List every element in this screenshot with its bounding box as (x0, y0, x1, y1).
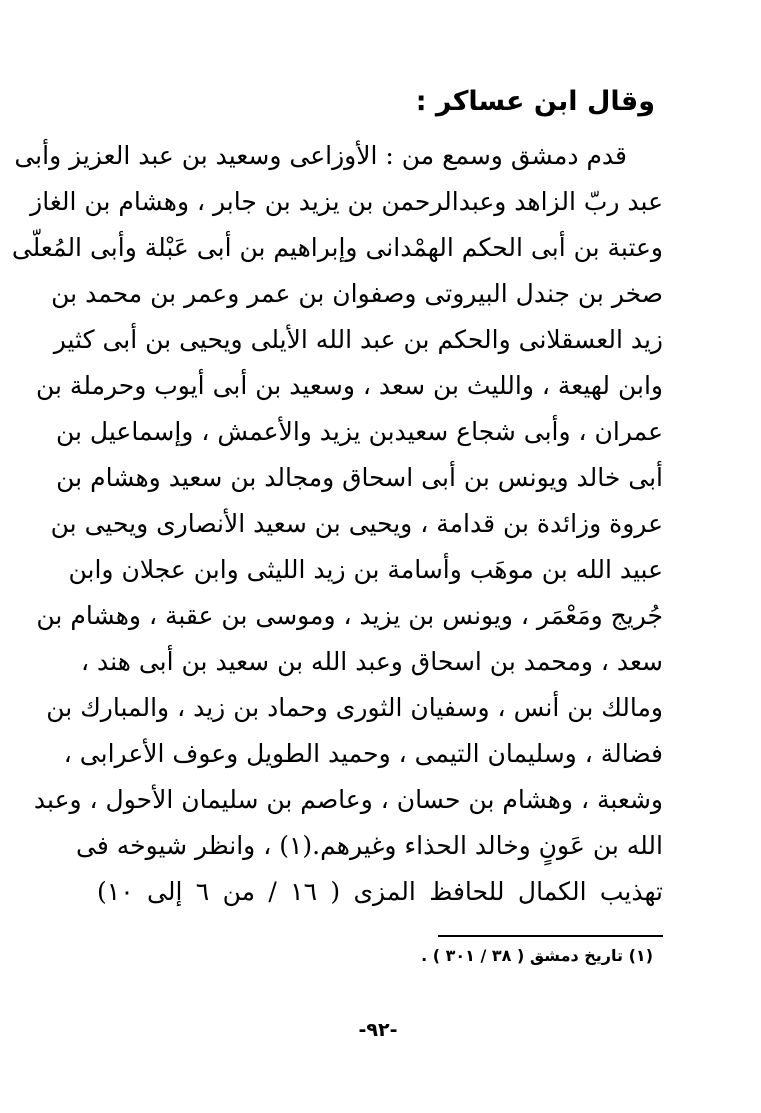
text-line: ومالك بن أنس ، وسفيان الثورى وحماد بن زيد ، والمبارك بن (46, 693, 663, 722)
text-line: قدم دمشق وسمع من : الأوزاعى وسعيد بن عبد العزيز وأبى (14, 141, 627, 170)
text-line: وشعبة ، وهشام بن حسان ، وعاصم بن سليمان الأحول ، وعبد (33, 785, 663, 814)
body-text (11, 133, 663, 915)
text-line: عبد ربّ الزاهد وعبدالرحمن بن يزيد بن جابر ، وهشام بن الغاز (30, 187, 663, 216)
text-line: جُريج ومَعْمَر ، ويونس بن يزيد ، وموسى بن عقبة ، وهشام بن (36, 601, 663, 630)
text-line: أبى خالد ويونس بن أبى اسحاق ومجالد بن سعيد وهشام بن (56, 463, 663, 492)
text-line: تهذيب الكمال للحافظ المزى ( ١٦ / من ٦ إلى ١٠) (97, 877, 663, 906)
section-heading: وقال ابن عساكر : (415, 86, 655, 117)
text-line: وعتبة بن أبى الحكم الهمْدانى وإبراهيم بن أبى عَبْلة وأبى المُعلّى (11, 233, 663, 262)
text-line: سعد ، ومحمد بن اسحاق وعبد الله بن سعيد بن أبى هند ، (81, 647, 663, 676)
text-line: عبيد الله بن موهَب وأسامة بن زيد الليثى وابن عجلان وابن (68, 555, 663, 584)
footnote: (١) تاريخ دمشق ( ٣٨ / ٣٠١ ) . (421, 946, 653, 965)
text-line: وابن لهيعة ، والليث بن سعد ، وسعيد بن أبى أيوب وحرملة بن (36, 371, 663, 400)
page-number: -٩٢- (358, 1019, 398, 1041)
text-line: صخر بن جندل البيروتى وصفوان بن عمر وعمر بن محمد بن (51, 279, 663, 308)
text-line: زيد العسقلانى والحكم بن عبد الله الأيلى ويحيى بن أبى كثير (53, 325, 663, 354)
text-line: عمران ، وأبى شجاع سعيدبن يزيد والأعمش ، وإسماعيل بن (56, 417, 663, 446)
text-line: فضالة ، وسليمان التيمى ، وحميد الطويل وعوف الأعرابى ، (63, 739, 663, 768)
footnote-divider (438, 935, 663, 937)
text-line: عروة وزائدة بن قدامة ، ويحيى بن سعيد الأنصارى ويحيى بن (50, 509, 663, 538)
text-line: الله بن عَونٍ وخالد الحذاء وغيرهم.(١) ، وانظر شيوخه فى (76, 831, 663, 860)
